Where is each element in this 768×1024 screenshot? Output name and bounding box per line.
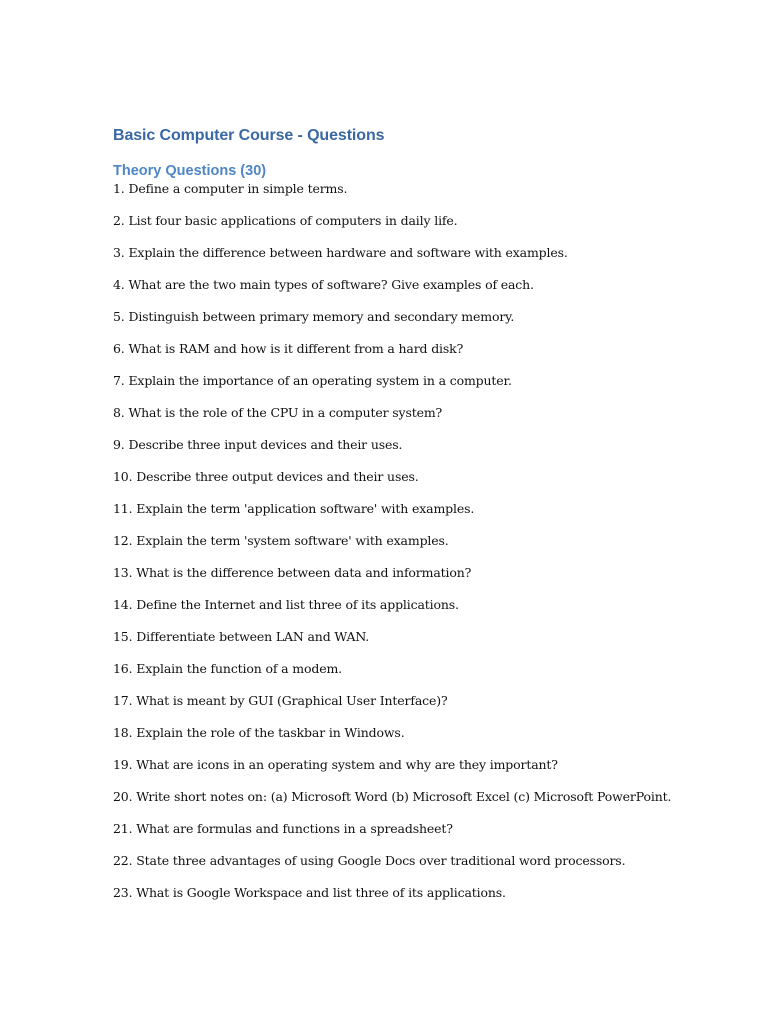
question-item: 23. What is Google Workspace and list three of its applications.	[113, 885, 506, 900]
question-item: 20. Write short notes on: (a) Microsoft Word (b) Microsoft Excel (c) Microsoft PowerPoint.	[113, 789, 672, 804]
question-item: 15. Differentiate between LAN and WAN.	[113, 629, 370, 644]
question-item: 17. What is meant by GUI (Graphical User Interface)?	[113, 693, 448, 708]
section-heading-theory: Theory Questions (30)	[113, 163, 267, 179]
question-item: 18. Explain the role of the taskbar in Windows.	[113, 725, 405, 740]
question-item: 10. Describe three output devices and their uses.	[113, 469, 419, 484]
question-item: 11. Explain the term 'application software' with examples.	[113, 501, 475, 516]
question-item: 12. Explain the term 'system software' with examples.	[113, 533, 449, 548]
question-item: 19. What are icons in an operating system and why are they important?	[113, 757, 558, 772]
question-item: 5. Distinguish between primary memory and secondary memory.	[113, 309, 515, 324]
question-item: 22. State three advantages of using Google Docs over traditional word processors.	[113, 853, 626, 868]
question-item: 8. What is the role of the CPU in a computer system?	[113, 405, 443, 420]
question-item: 7. Explain the importance of an operating system in a computer.	[113, 373, 512, 388]
question-item: 14. Define the Internet and list three of its applications.	[113, 597, 459, 612]
question-item: 16. Explain the function of a modem.	[113, 661, 342, 676]
question-item: 4. What are the two main types of software? Give examples of each.	[113, 277, 534, 292]
document-title: Basic Computer Course - Questions	[113, 127, 385, 144]
question-item: 2. List four basic applications of computers in daily life.	[113, 213, 458, 228]
question-item: 9. Describe three input devices and their uses.	[113, 437, 403, 452]
question-item: 13. What is the difference between data and information?	[113, 565, 472, 580]
document-content	[113, 124, 713, 917]
question-item: 3. Explain the difference between hardware and software with examples.	[113, 245, 568, 260]
question-item: 6. What is RAM and how is it different from a hard disk?	[113, 341, 464, 356]
question-list	[113, 181, 713, 917]
question-item: 1. Define a computer in simple terms.	[113, 181, 348, 196]
question-item: 21. What are formulas and functions in a spreadsheet?	[113, 821, 453, 836]
